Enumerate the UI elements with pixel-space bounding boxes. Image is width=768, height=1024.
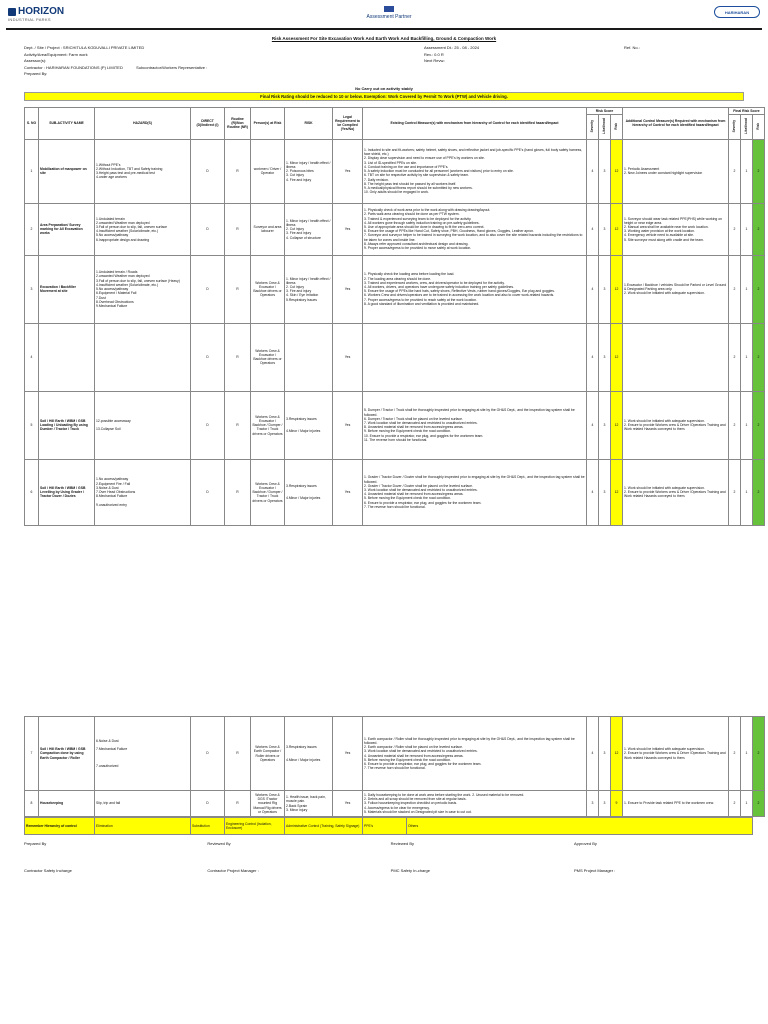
center-logo xyxy=(367,6,412,20)
row-persons: Workers Crew & Excavator / Backhoe drivers or Operators xyxy=(251,323,285,391)
row-hazards: 12.possible accessway 13.Collapse Soil xyxy=(95,391,191,459)
row-risk: 1. Minor injury / health effect / illness 2. Cut injury 3. Fire and injury 4. Skin / Eye Irritation 5.Respiratory Issues xyxy=(285,255,333,323)
table-row xyxy=(25,139,765,203)
risk-table xyxy=(24,107,765,526)
row-existing-controls: 1. Earth compactor / Roller shall be thoroughly inspected prior to engaging at site by the OH&S Dept., and the inspection tag system shall be followed. 2. Earth compactor / Roller shall be placed on the leveled surface. 3. Work location shall be demarcated and restricted to unauthorized entries. 4. Unwanted material shall be removed from access/egress areas. 5. Before moving the Equipment check the road condition. 6. Ensure to provide a respirator, ear plug, and goggles for the workmen team. 7. The reverse horn should be functional. xyxy=(363,717,587,791)
row-final-likelihood: 1 xyxy=(741,255,753,323)
center-logo-text: Assessment Partner xyxy=(366,14,412,20)
row-severity: 4 xyxy=(587,717,599,791)
signoff-labels xyxy=(0,835,768,846)
row-final-risk: 2 xyxy=(753,391,765,459)
signoff-name: Contractor Safety Incharge xyxy=(24,868,72,873)
score-subheader xyxy=(587,114,599,139)
row-sno: 7 xyxy=(25,717,39,791)
row-direct: D xyxy=(191,391,225,459)
row-additional-controls: 1. Work should be initiated with adequate supervision. 2. Ensure to provide Workers crew & Driver /Operators Training and Work related Hazards conveyed to them. xyxy=(623,717,729,791)
row-existing-controls xyxy=(363,323,587,391)
row-direct: D xyxy=(191,717,225,791)
row-final-severity: 2 xyxy=(729,203,741,255)
row-hazards: 1.Undulated terrain / Roads 2.unwanted Weather man deployed 3.Fall of person due to slip, fall, uneven surface (Heavy) 4.Insufficient weather (Solar/climate, etc.) 5.No access/pathway 6.Equipment / Material Fall 7.Dust 8.Overhead Obstructions 9.Mechanical Failure xyxy=(95,255,191,323)
header xyxy=(0,0,768,28)
row-risk: 3.Respiratory issues 4.Minor / Major injuries xyxy=(285,717,333,791)
row-existing-controls: 1. Inducted to site and fit-workers; safety helmet, safety shoes, and reflective jacket and job-specific PPE's (hand gloves, full body safety harness, face shield, etc.) 2. Display clear supervision and need to ensure use of PPE's by workers on site. 3. List of ID-specified PPEs on site. 4. Conduct training on the use and importance of PPE's. 5. A safety induction must be conducted for all personnel (workers and visitors) prior to entry on site. 6. TBT on site for respective activity by site supervision & safety team. 7. Daily revision. 8. The height pass test should be passed by all workers itself. 9. A medical/physical fitness report should be submitted by new workers. 10. Only adults should be engaged in work. xyxy=(363,139,587,203)
row-final-risk: 2 xyxy=(753,203,765,255)
row-severity: 3 xyxy=(587,791,599,817)
row-likelihood: 3 xyxy=(599,791,611,817)
row-direct: D xyxy=(191,255,225,323)
hierarchy-cell: Remember Hierarchy of control xyxy=(25,818,95,835)
company-sub: INDUSTRIAL PARKS xyxy=(8,17,51,22)
table-row xyxy=(25,459,765,525)
horizon-logo-icon xyxy=(8,8,16,16)
row-routine: R xyxy=(225,717,251,791)
row-legal: Yes xyxy=(333,717,363,791)
row-likelihood: 3 xyxy=(599,717,611,791)
risk-table-continued xyxy=(24,716,765,817)
row-sno: 8 xyxy=(25,791,39,817)
final-risk-score-header: Final Risk Score xyxy=(729,107,765,114)
risk-header: RISK xyxy=(285,107,333,139)
row-additional-controls: 1. Ensure to Provide task related PPE to the workmen crew. xyxy=(623,791,729,817)
row-final-risk: 2 xyxy=(753,255,765,323)
meta-line: Rev.: 0.0 R xyxy=(424,51,444,57)
score-subheader xyxy=(599,114,611,139)
meta-line: Assessment Dt.: 25 - 08 - 2024 xyxy=(424,45,480,50)
row-direct: D xyxy=(191,139,225,203)
row-routine: R xyxy=(225,139,251,203)
row-routine: R xyxy=(225,391,251,459)
document-title: Risk Assessment For Site Excavation Work And Earth Work And Backfilling, Ground & Compaction Work xyxy=(271,36,497,41)
banner-note: No Carry out on activity stably xyxy=(355,85,413,91)
row-hazards: 6.Noise & Dust 7.Mechanical Failure 7.unauthorized xyxy=(95,717,191,791)
header-rule xyxy=(6,28,762,30)
row-routine: R xyxy=(225,323,251,391)
row-sno: 2 xyxy=(25,203,39,255)
page-2 xyxy=(0,712,768,932)
risk-score-header: Risk Score xyxy=(587,107,623,114)
hierarchy-cell: Engineering Control (Isolation, Enclosure) xyxy=(225,818,285,835)
score-subheader xyxy=(741,114,753,139)
row-hazards: 1.Without PPE's 2.Without Induction, TBT and Safety training 3.Height pass test and pre-medical test 4.under age workers xyxy=(95,139,191,203)
table-row xyxy=(25,791,765,817)
score-subheader-text: Severity xyxy=(590,119,595,133)
hierarchy-cell: PPE's xyxy=(363,818,407,835)
row-likelihood: 3 xyxy=(599,203,611,255)
row-persons: Workers Crew & Excavator / Backhoe / Dumper / Tractor / Truck drivers or Operators xyxy=(251,459,285,525)
legal-header: Legal Requirement to be Complied (Yes/No) xyxy=(333,107,363,139)
row-risk-score: 12 xyxy=(611,717,623,791)
row-severity: 4 xyxy=(587,255,599,323)
score-subheader-text: Severity xyxy=(732,119,737,133)
row-likelihood: 3 xyxy=(599,391,611,459)
row-severity: 4 xyxy=(587,203,599,255)
meta-line: Next Revw.: xyxy=(424,58,446,63)
row-risk-score: 12 xyxy=(611,139,623,203)
row-final-likelihood: 1 xyxy=(741,323,753,391)
row-additional-controls: 1. Work should be initiated with adequate supervision. 2. Ensure to provide Workers crew & Driver /Operators Training and Work related Hazards conveyed to them. xyxy=(623,391,729,459)
row-persons: Workers Crew & Excavator / Backhoe drivers or Operators xyxy=(251,255,285,323)
row-final-risk: 2 xyxy=(753,717,765,791)
row-final-likelihood: 1 xyxy=(741,391,753,459)
score-subheader-text: Risk xyxy=(756,122,761,130)
row-final-risk: 2 xyxy=(753,139,765,203)
hierarchy-of-control xyxy=(24,817,753,835)
sno-header: S. NO xyxy=(25,107,39,139)
row-sno: 3 xyxy=(25,255,39,323)
row-likelihood: 3 xyxy=(599,323,611,391)
row-direct: D xyxy=(191,203,225,255)
row-legal: Yes xyxy=(333,323,363,391)
row-severity: 4 xyxy=(587,391,599,459)
row-final-likelihood: 1 xyxy=(741,791,753,817)
score-subheader-text: Likelihood xyxy=(744,118,749,135)
row-final-severity: 2 xyxy=(729,791,741,817)
table-row xyxy=(25,323,765,391)
row-persons: workmen / Driver / Operator xyxy=(251,139,285,203)
partner-logo-icon xyxy=(384,6,394,12)
row-sub-activity: Soil / Hill Earth / WBM / GSB Levelling by Using Grader / Tractor Dozer / Dozies xyxy=(39,459,95,525)
row-hazards: Slip, trip and fall xyxy=(95,791,191,817)
signoff-label: Prepared By xyxy=(24,841,47,846)
row-routine: R xyxy=(225,203,251,255)
table-row xyxy=(25,203,765,255)
row-persons: Workers Crew & Excavator / Backhoe / Dumper / Tractor / Truck drivers or Operators xyxy=(251,391,285,459)
row-direct: D xyxy=(191,791,225,817)
row-final-risk: 2 xyxy=(753,791,765,817)
row-direct: D xyxy=(191,323,225,391)
row-final-severity: 2 xyxy=(729,139,741,203)
row-additional-controls: 1. Periodic Assessment 2. New Joinees under constant highlight supervision xyxy=(623,139,729,203)
score-subheader xyxy=(729,114,741,139)
hierarchy-cell: Others xyxy=(407,818,753,835)
additional-controls-header: Additional Control Measure(s) Required with mechanism from hierarchy of Control for each identified hazard/Impact xyxy=(623,107,729,139)
row-final-likelihood: 1 xyxy=(741,203,753,255)
row-hazards: 1.Undulated terrain 2.unwanted Weather man deployed 3.Fall of person due to slip, fall, uneven surface 4.Insufficient weather (Solar/climate, etc.) 5.No access/pathway 6.Inappropriate design and drawing xyxy=(95,203,191,255)
row-hazards: 1.No access/pathway 2.Equipment Fire / Fall 3.Noise & Dust 7.Over Head Obstructions 8.Mechanical Failure 9.unauthorized entry xyxy=(95,459,191,525)
row-persons: Workers Crew & DGS /Tractor mounted Rig Manual Rig drivers or Operators xyxy=(251,791,285,817)
row-final-likelihood: 1 xyxy=(741,717,753,791)
row-additional-controls: 1.Excavator / Backhoe / vehicles Should be Parked or Level Ground & Designated Parking area only. 2. Work should be initiated with adequate supervision. xyxy=(623,255,729,323)
row-legal: Yes xyxy=(333,791,363,817)
persons-header: Person(s) at Risk xyxy=(251,107,285,139)
row-final-severity: 2 xyxy=(729,717,741,791)
row-additional-controls xyxy=(623,323,729,391)
row-existing-controls: 1. Daily housekeeping to be done at work area before starting the work. 2. Unused material to be removed. 2. Debris and all scrap should be removed from site at regular basis. 3. Follow housekeeping inspection checklist on periodic basis. 4. Access/egress to be clear for emergency. 5. Materials should be stacked on Designated pit size in case to cut out. xyxy=(363,791,587,817)
row-hazards xyxy=(95,323,191,391)
score-subheader-text: Likelihood xyxy=(602,118,607,135)
signoff-name: PMC Safety In-charge xyxy=(390,868,431,873)
signoff-label: Reviewed By xyxy=(207,841,231,846)
row-sub-activity: Housekeeping xyxy=(39,791,95,817)
signoff-name: Contractor Project Manager : xyxy=(207,868,259,873)
company-name: HORIZON xyxy=(18,6,65,17)
row-final-severity: 2 xyxy=(729,255,741,323)
row-risk: 1. Health issue, back pain, muscle pain. 2.Back Sprain 3. Minor injury xyxy=(285,791,333,817)
row-existing-controls: 5. Dumper / Tractor / Truck shall be thoroughly inspected prior to engaging at site by the OH&S Dept., and the inspection tag system shall be followed. 6. Dumper / Tractor / Truck shall be placed on the leveled surface. 7. Work location shall be demarcated and restricted to unauthorized entries. 8. Unwanted material shall be removed from access/egress areas. 9. Before moving the Equipment check the road condition. 10. Ensure to provide a respirator, ear plug, and goggles for the workmen team. 11. The reverse horn should be functional. xyxy=(363,391,587,459)
row-sub-activity: Soil / Hill Earth / WBM / GSB Loading / Unloading By using Dumber / Tractor / Truck xyxy=(39,391,95,459)
row-routine: R xyxy=(225,459,251,525)
row-severity: 4 xyxy=(587,323,599,391)
row-risk: 1. Minor injury / health effect / illness 2. Poisonous bites 3. Cut injury 4. Fire and injury xyxy=(285,139,333,203)
row-routine: R xyxy=(225,791,251,817)
hierarchy-cell: Substitution xyxy=(191,818,225,835)
signoff-names xyxy=(0,846,768,873)
row-risk-score: 9 xyxy=(611,791,623,817)
row-sno: 4 xyxy=(25,323,39,391)
meta-line: Activity/Area/Equipment: Farm work xyxy=(24,51,88,57)
table-row xyxy=(25,717,765,791)
row-sno: 6 xyxy=(25,459,39,525)
direct-header: DIRECT (D)/Indirect (I) xyxy=(191,107,225,139)
row-existing-controls: 1. Physically check of work area prior to the work along with drawing drawing/layout. 2. Parts walk area clearing should be done as per PTW system. 3. Trained & experienced surveying team to be deployed for the activity. 4. All workers gone through safety induction training on pre-safety guidelines. 5. Use of appropriate area should be done in drawing to fit the zero-zero correct. 6. Ensure the usage of PPEs like Hand Cut, Safety shoe, PBH, Goodness, Hand gloves, Goggles, Leather apron. 7. Surveyor and surveyor helper to be trained in surveying the work location, and to also cover the site related hazards including the restrictions to be taken for zones and inside line. 8. Always refer approved consultant architectural design and drawing. 9. Proper access/egress to be provided to move safely at work location. xyxy=(363,203,587,255)
row-additional-controls: 1. Surveyor should wear task related PPE(PHS) while working on height or near edge area. 2. Manual area shall be available near the work location. 3. Working water provision at the work location. 4. Emergency vehicle need to available at site. 5. Site surveyor must along with cradle and the team. xyxy=(623,203,729,255)
row-risk: 3.Respiratory issues 4.Minor / Major injuries xyxy=(285,391,333,459)
meta-line: Prepared By: xyxy=(24,71,48,76)
row-sub-activity xyxy=(39,323,95,391)
row-sno: 5 xyxy=(25,391,39,459)
row-additional-controls: 1. Work should be initiated with adequate supervision. 2. Ensure to provide Workers crew & Driver /Operators Training and Work related Hazards conveyed to them. xyxy=(623,459,729,525)
row-sno: 1 xyxy=(25,139,39,203)
row-final-risk: 2 xyxy=(753,323,765,391)
row-sub-activity: Soil / Hill Earth / WBM / GSB Compaction done by using Earth Compactor / Roller xyxy=(39,717,95,791)
row-risk-score: 12 xyxy=(611,459,623,525)
meta-block xyxy=(0,41,768,78)
signoff-label: Reviewed By xyxy=(390,841,414,846)
existing-controls-header: Existing Control Measure(s) with mechanism from hierarchy of Control for each identified hazard/Impact xyxy=(363,107,587,139)
row-legal: Yes xyxy=(333,255,363,323)
row-legal: Yes xyxy=(333,203,363,255)
hierarchy-cell: Administrative Control (Training, Safety Signage) xyxy=(285,818,363,835)
meta-line: Dept. / Site / Project : SRICHITULA KODUVALLI PRIVATE LIMITED xyxy=(24,45,145,50)
row-final-severity: 2 xyxy=(729,459,741,525)
row-risk-score: 12 xyxy=(611,255,623,323)
score-subheader xyxy=(753,114,765,139)
ref-no: Ref. No.: xyxy=(624,45,640,50)
row-sub-activity: Area Preparation/ Survey marking for All Excavation works xyxy=(39,203,95,255)
signoff-name: PMS Project Manager : xyxy=(573,868,616,873)
row-final-likelihood: 1 xyxy=(741,459,753,525)
row-final-likelihood: 1 xyxy=(741,139,753,203)
row-persons: Workers Crew & Earth Compactor / Roller drivers or Operators xyxy=(251,717,285,791)
row-severity: 4 xyxy=(587,139,599,203)
row-risk: 1. Minor injury / health effect / illness 2. Cut injury 3. Fire and injury 4. Collapse of structure xyxy=(285,203,333,255)
row-routine: R xyxy=(225,255,251,323)
row-likelihood: 3 xyxy=(599,255,611,323)
score-subheader xyxy=(611,114,623,139)
sub-activity-header: SUB-ACTIVITY NAME xyxy=(39,107,95,139)
hierarchy-cell: Elimination xyxy=(95,818,191,835)
row-final-severity: 2 xyxy=(729,323,741,391)
signoff-label: Approved By xyxy=(573,841,597,846)
table-row xyxy=(25,255,765,323)
row-sub-activity: Excavation / Backfiller Movement at site xyxy=(39,255,95,323)
row-existing-controls: 1. Physically check the loading area before loading the load. 2. The loading area clearing should be done. 3. Trained and experienced workers, crew, and drivers/operator to be deployed for the activity. 4. All workers, drivers, and operators have undergone safety induction training per safety guidelines. 5. Ensure the usage of PPEs like hard hats, safety shoes, Reflective Vests, rubber hand gloves/Goggles, Ear plug and goggles. 6. Workers Crew and drivers/operators are to be trained in accessing the work location and also to cover work-related hazards. 7. Proper access/egress to be provided to reach safely at the work location. 8. A good standard of illumination and ventilation is provided and maintained. xyxy=(363,255,587,323)
meta-line: Contractor : HARIHARAN FOUNDATIONS (P) LIMITED Subcontractor/Workers Representative : xyxy=(24,64,208,70)
score-subheader-text: Risk xyxy=(614,122,619,130)
meta-line: Assessor(s): xyxy=(24,58,47,63)
hazards-header: HAZARD(S) xyxy=(95,107,191,139)
row-legal: Yes xyxy=(333,139,363,203)
row-severity: 4 xyxy=(587,459,599,525)
row-final-severity: 2 xyxy=(729,391,741,459)
table-row xyxy=(25,391,765,459)
row-risk xyxy=(285,323,333,391)
row-risk-score: 12 xyxy=(611,203,623,255)
row-existing-controls: 1. Grader / Tractor Dozer / Dozier shall be thoroughly inspected prior to engaging at site by the OH&S Dept., and the inspection tag system shall be followed. 2. Grader / Tractor Dozer / Dozier shall be placed on the leveled surface. 3. Work location shall be demarcated and restricted to unauthorized entries. 4. Unwanted material shall be removed from access/egress areas. 5. Before moving the Equipment check the road condition. 6. Ensure to provide a respirator, ear plug, and goggles for the workmen team. 7. The reverse horn should be functional. xyxy=(363,459,587,525)
row-persons: Surveyor and area labourer xyxy=(251,203,285,255)
row-direct: D xyxy=(191,459,225,525)
row-likelihood: 3 xyxy=(599,139,611,203)
horizon-logo xyxy=(8,6,64,22)
row-risk: 3.Respiratory issues 4.Minor / Major injuries xyxy=(285,459,333,525)
row-final-risk: 2 xyxy=(753,459,765,525)
routine-header: Routine (R)/Non Routine (NR) xyxy=(225,107,251,139)
hariharan-logo: HARIHARAN xyxy=(714,6,760,18)
row-likelihood: 3 xyxy=(599,459,611,525)
row-legal: Yes xyxy=(333,391,363,459)
risk-rating-banner: Final Risk Rating should be reduced to 10 or below. Exemption: Work Covered by Permit To Work (PTW) and Vehicle driving. xyxy=(24,92,744,101)
row-risk-score: 12 xyxy=(611,391,623,459)
row-risk-score: 12 xyxy=(611,323,623,391)
row-sub-activity: Mobilization of manpower on site xyxy=(39,139,95,203)
row-legal: Yes xyxy=(333,459,363,525)
